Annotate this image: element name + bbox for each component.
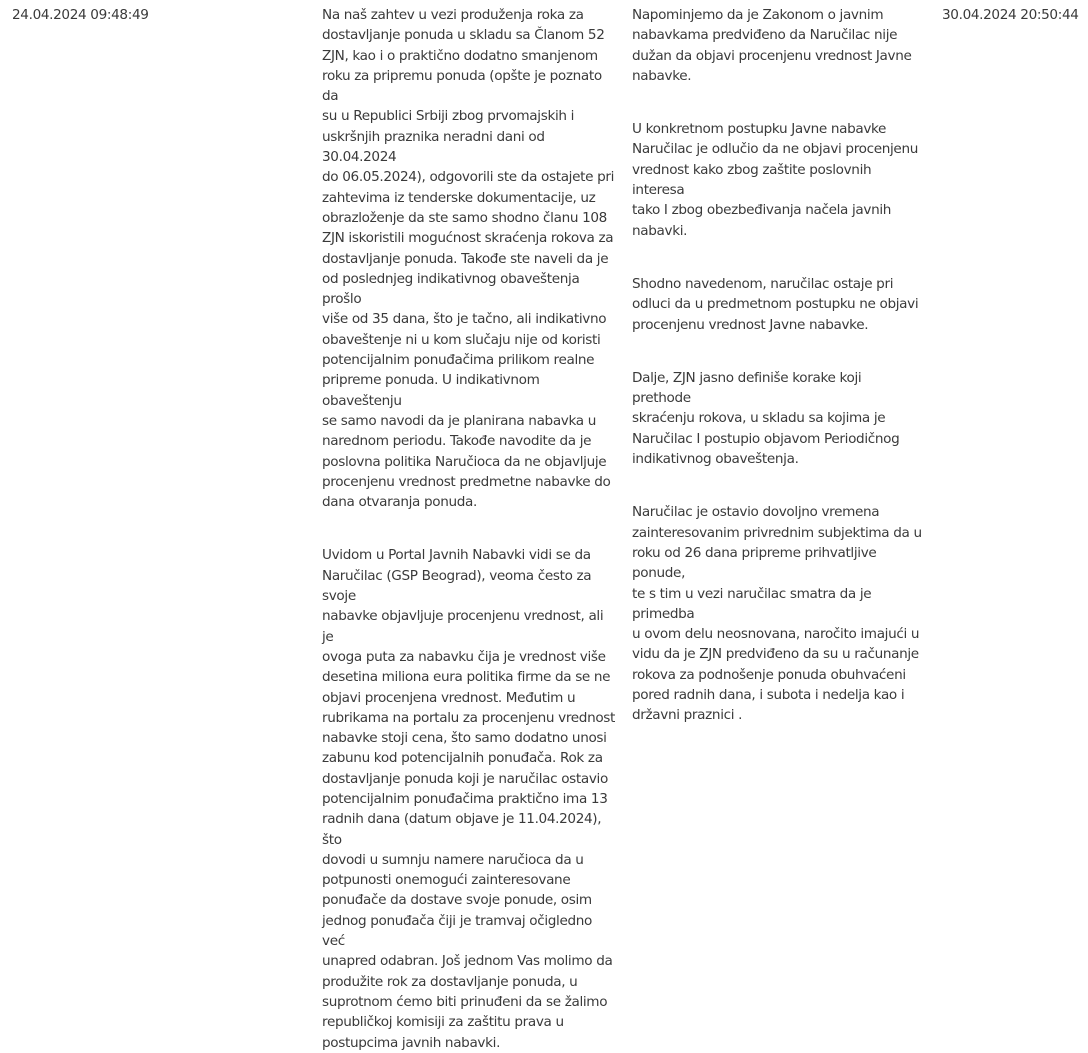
answer-paragraph: Napominjemo da je Zakonom o javnim nabavkama predviđeno da Naručilac nije dužan da objavi procenjenu vrednost Javne nabavke.: [632, 7, 912, 84]
answer-paragraph: Shodno navedenom, naručilac ostaje pri odluci da u predmetnom postupku ne objavi procenjenu vrednost Javne nabavke.: [632, 275, 919, 333]
question-text: [322, 5, 618, 1053]
question-date: 24.04.2024 09:48:49: [12, 7, 149, 23]
answer-paragraph: Dalje, ZJN jasno definiše korake koji prethode skraćenju rokova, u skladu sa kojima je Naručilac I postupio objavom Periodičnog indikativnog obaveštenja.: [632, 369, 900, 468]
question-paragraph: Uvidom u Portal Javnih Nabavki vidi se da Naručilac (GSP Beograd), veoma često za svoje nabavke objavljuje procenjenu vrednost, ali je ovoga puta za nabavku čija je vrednost više desetina miliona eura politika firme da se ne objavi procenjena vrednost. Međutim u rubrikama na portalu za procenjenu vrednost nabavke stoji cena, što samo dodatno unosi zabunu kod potencijalnih ponuđača. Rok za dostavljanje ponuda koji je naručilac ostavio potencijalnim ponuđačima praktično ima 13 radnih dana (datum objave je 11.04.2024), što dovodi u sumnju namere naručioca da u potpunosti onemogući zainteresovane ponuđače da dostave svoje ponude, osim jednog ponuđača čiji je tramvaj očigledno već unapred odabran. Još jednom Vas molimo da produžite rok za dostavljanje ponuda, u suprotnom ćemo biti prinuđeni da se žalimo republičkoj komisiji za zaštitu prava u postupcima javnih nabavki.: [322, 547, 616, 1051]
answer-date: 30.04.2024 20:50:44: [942, 7, 1079, 23]
answer-text: [632, 5, 922, 726]
question-paragraph: Na naš zahtev u vezi produženja roka za dostavljanje ponuda u skladu sa Članom 52 ZJN, kao i o praktično dodatno smanjenom roku za pripremu ponuda (opšte je poznato da su u Republici Srbiji zbog prvomajskih i uskršnjih praznika neradni dani od 30.04.2024 do 06.05.2024), odgovorili ste da ostajete pri zahtevima iz tenderske dokumentacije, uz obrazloženje da ste samo shodno članu 108 ZJN iskoristili mogućnost skraćenja rokova za dostavljanje ponuda. Takođe ste naveli da je od poslednjeg indikativnog obaveštenja prošlo više od 35 dana, što je tačno, ali indikativno obaveštenje ni u kom slučaju nije od koristi potencijalnim ponuđačima prilikom realne pripreme ponuda. U indikativnom obaveštenju se samo navodi da je planirana nabavka u narednom periodu. Takođe navodite da je poslovna politika Naručioca da ne objavljuje procenjenu vrednost predmetne nabavke do dana otvaranja ponuda.: [322, 7, 615, 511]
answer-paragraph: U konkretnom postupku Javne nabavke Naručilac je odlučio da ne objavi procenjenu vrednost kako zbog zaštite poslovnih interesa tako I zbog obezbeđivanja načela javnih nabavki.: [632, 121, 918, 239]
answer-paragraph: Naručilac je ostavio dovoljno vremena zainteresovanim privrednim subjektima da u roku od 26 dana pripreme prihvatljive ponude, te s tim u vezi naručilac smatra da je primedba u ovom delu neosnovana, naročito imajući u vidu da je ZJN predviđeno da su u računanje rokova za podnošenje ponuda obuhvaćeni pored radnih dana, i subota i nedelja kao i državni praznici .: [632, 504, 922, 724]
